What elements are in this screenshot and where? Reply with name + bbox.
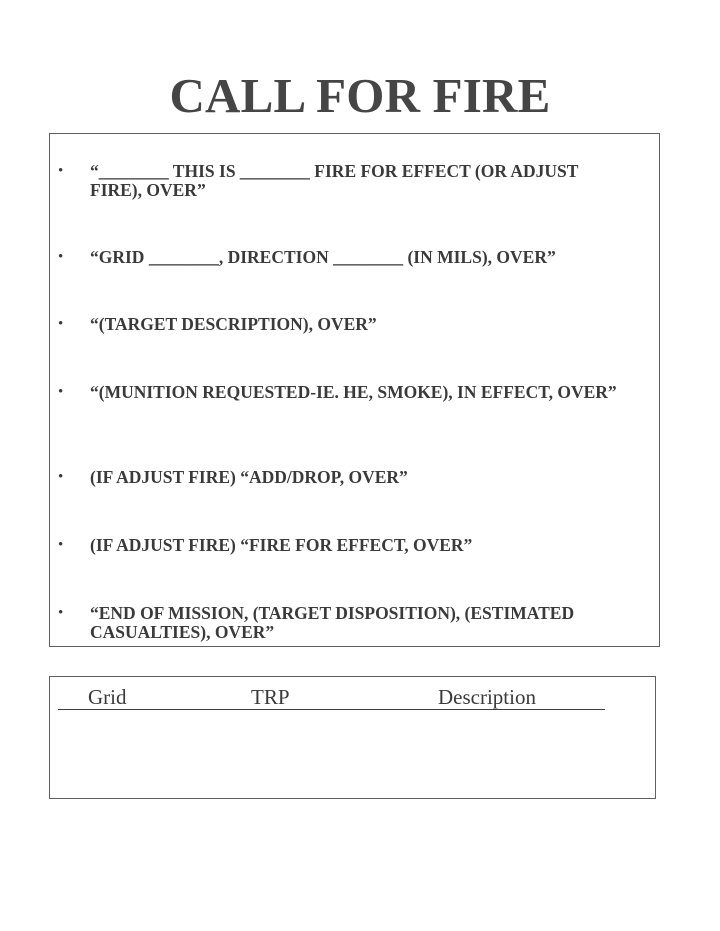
step-text: “END OF MISSION, (TARGET DISPOSITION), (ESTIMATED CASUALTIES), OVER” <box>90 603 575 642</box>
step-text: (IF ADJUST FIRE) “FIRE FOR EFFECT, OVER” <box>90 535 473 555</box>
step-item-2 <box>58 247 630 267</box>
grid-trp-table <box>49 676 656 799</box>
step-item-7 <box>58 603 630 642</box>
column-header-grid: Grid <box>88 685 127 709</box>
step-text: “(TARGET DESCRIPTION), OVER” <box>90 314 377 334</box>
bullet-icon: • <box>58 249 64 265</box>
step-item-1 <box>58 161 630 200</box>
step-text: “(MUNITION REQUESTED-IE. HE, SMOKE), IN EFFECT, OVER” <box>90 382 617 402</box>
grid-table-header <box>58 685 605 710</box>
bullet-icon: • <box>58 537 64 553</box>
step-item-4 <box>58 382 630 402</box>
column-header-description: Description <box>438 685 536 709</box>
column-header-trp: TRP <box>251 685 290 709</box>
step-item-6 <box>58 535 630 555</box>
bullet-icon: • <box>58 384 64 400</box>
step-item-3 <box>58 314 630 334</box>
page-title: CALL FOR FIRE <box>169 68 551 123</box>
bullet-icon: • <box>58 469 64 485</box>
step-text: “GRID ________, DIRECTION ________ (IN MILS), OVER” <box>90 247 556 267</box>
step-text: (IF ADJUST FIRE) “ADD/DROP, OVER” <box>90 467 408 487</box>
bullet-icon: • <box>58 316 64 332</box>
bullet-icon: • <box>58 605 64 621</box>
bullet-icon: • <box>58 163 64 179</box>
step-text: “________ THIS IS ________ FIRE FOR EFFECT (OR ADJUST FIRE), OVER” <box>90 161 579 200</box>
call-for-fire-steps-box <box>49 133 660 647</box>
step-item-5 <box>58 467 630 487</box>
